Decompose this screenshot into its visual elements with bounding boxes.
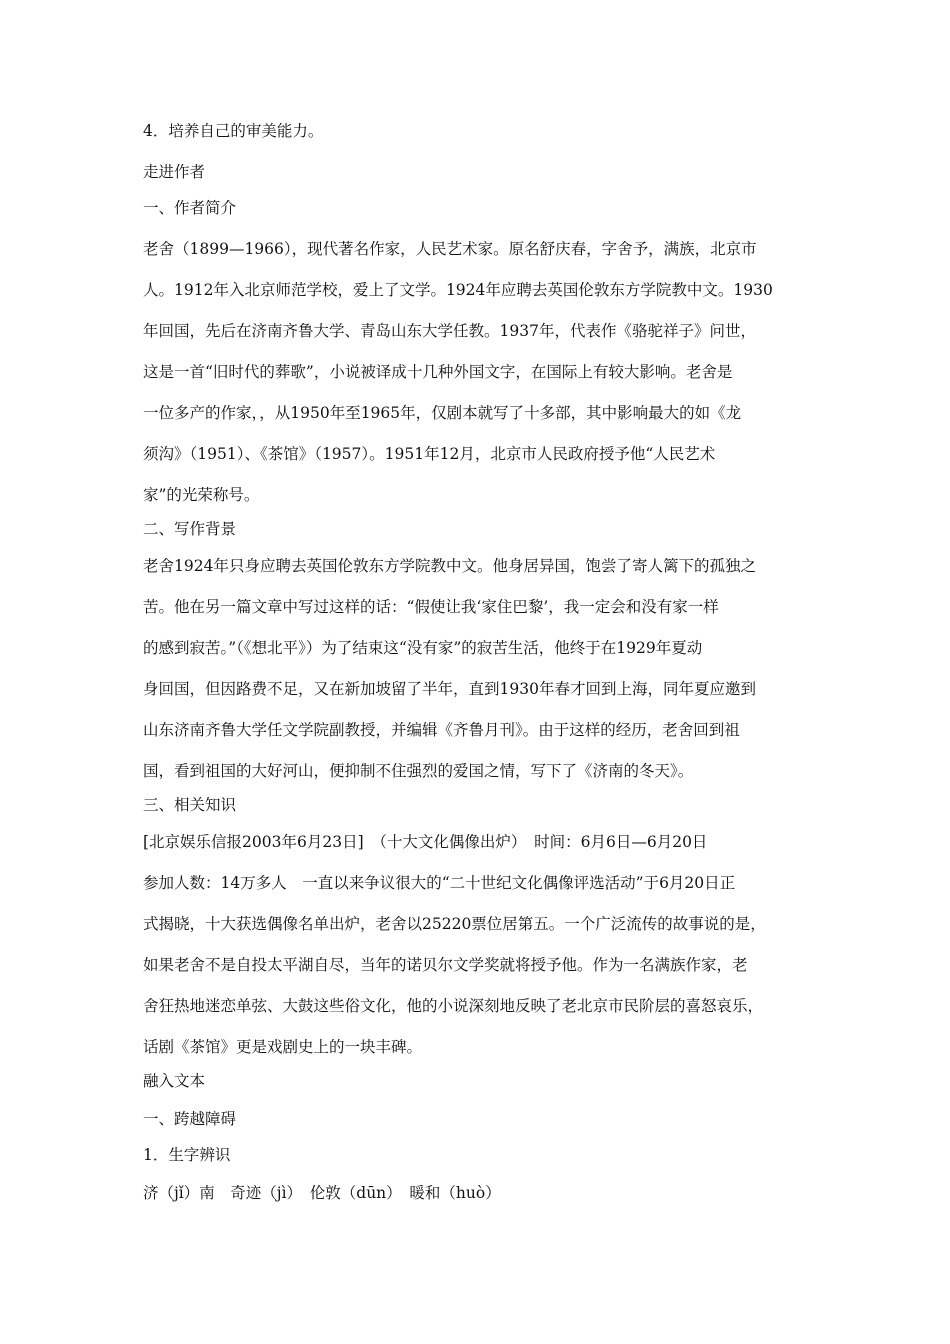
intro-line: 人。1912年入北京师范学校，爱上了文学。1924年应聘去英国伦敦东方学院教中文。1930 bbox=[143, 281, 773, 299]
knowledge-line: 参加人数：14万多人 一直以来争议很大的“二十世纪文化偶像评选活动”于6月20日正 bbox=[143, 874, 736, 892]
author-intro-paragraph bbox=[143, 229, 808, 516]
heading-character-recognition: 1．生字辨识 bbox=[143, 1146, 231, 1164]
intro-line: 须沟》（1951）、《茶馆》（1957）。1951年12月，北京市人民政府授予他“人民艺术 bbox=[143, 445, 716, 463]
background-line: 身回国，但因路费不足，又在新加坡留了半年，直到1930年春才回到上海，同年夏应邀到 bbox=[143, 680, 756, 698]
knowledge-line: 话剧《茶馆》更是戏剧史上的一块丰碑。 bbox=[143, 1038, 423, 1056]
intro-line: 老舍（1899—1966），现代著名作家，人民艺术家。原名舒庆春，字舍予，满族，北京市 bbox=[143, 240, 757, 258]
goal-4: 4．培养自己的审美能力。 bbox=[143, 122, 324, 140]
heading-writing-background: 二、写作背景 bbox=[143, 520, 237, 538]
intro-line: 年回国，先后在济南齐鲁大学、青岛山东大学任教。1937年，代表作《骆驼祥子》问世， bbox=[143, 322, 756, 340]
background-paragraph bbox=[143, 546, 808, 792]
background-line: 山东济南齐鲁大学任文学院副教授，并编辑《齐鲁月刊》。由于这样的经历，老舍回到祖 bbox=[143, 721, 740, 739]
section-heading-author: 走进作者 bbox=[143, 163, 206, 181]
knowledge-line: 如果老舍不是自投太平湖自尽，当年的诺贝尔文学奖就将授予他。作为一名满族作家，老 bbox=[143, 956, 748, 974]
section-heading-text: 融入文本 bbox=[143, 1072, 206, 1090]
background-line: 国，看到祖国的大好河山，便抑制不住强烈的爱国之情，写下了《济南的冬天》。 bbox=[143, 762, 694, 780]
intro-line: 家”的光荣称号。 bbox=[143, 486, 260, 504]
background-line: 老舍1924年只身应聘去英国伦敦东方学院教中文。他身居异国，饱尝了寄人篱下的孤独之 bbox=[143, 557, 756, 575]
heading-author-intro: 一、作者简介 bbox=[143, 199, 237, 217]
intro-line: 这是一首“旧时代的葬歌”，小说被译成十几种外国文字，在国际上有较大影响。老舍是 bbox=[143, 363, 733, 381]
knowledge-line: 舍狂热地迷恋单弦、大鼓这些俗文化，他的小说深刻地反映了老北京市民阶层的喜怒哀乐， bbox=[143, 997, 764, 1015]
knowledge-line: [北京娱乐信报2003年6月23日] （十大文化偶像出炉） 时间：6月6日—6月20日 bbox=[143, 833, 708, 851]
character-pronunciation-line: 济（jǐ）南 奇迹（jì） 伦敦（dūn） 暖和（huò） bbox=[143, 1184, 501, 1202]
background-line: 苦。他在另一篇文章中写过这样的话：“假使让我‘家住巴黎’，我一定会和没有家一样 bbox=[143, 598, 719, 616]
knowledge-line: 式揭晓，十大获选偶像名单出炉，老舍以25220票位居第五。一个广泛流传的故事说的是， bbox=[143, 915, 766, 933]
intro-line: 一位多产的作家，，从1950年至1965年，仅剧本就写了十多部，其中影响最大的如《龙 bbox=[143, 404, 742, 422]
knowledge-paragraph bbox=[143, 822, 808, 1068]
heading-obstacles: 一、跨越障碍 bbox=[143, 1110, 237, 1128]
document-page bbox=[143, 122, 808, 1207]
heading-related-knowledge: 三、相关知识 bbox=[143, 796, 237, 814]
background-line: 的感到寂苦。”（《想北平》）为了结束这“没有家”的寂苦生活，他终于在1929年夏动 bbox=[143, 639, 703, 657]
